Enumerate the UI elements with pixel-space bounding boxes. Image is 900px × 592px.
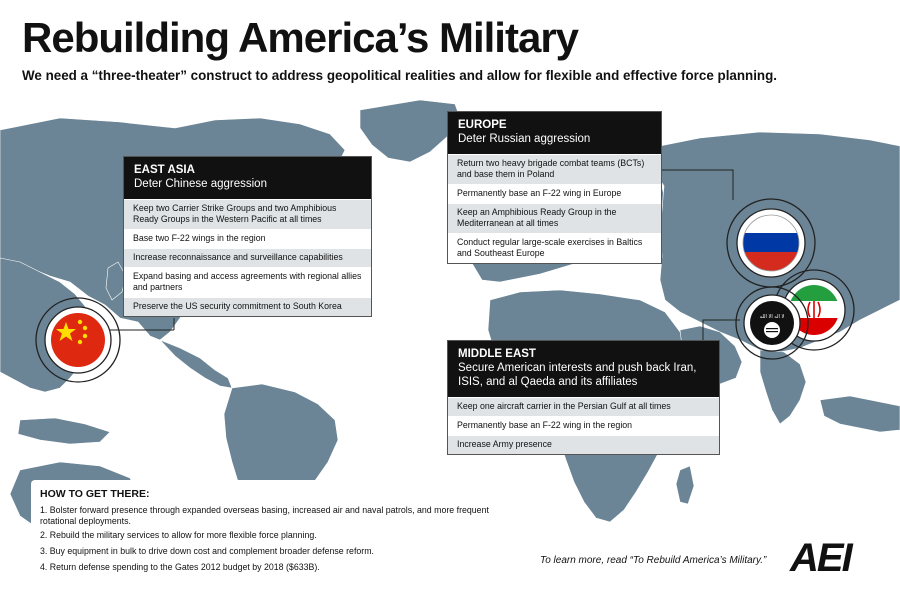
aei-logo: AEI — [790, 536, 851, 580]
russia-flag-icon — [727, 199, 815, 287]
east-asia-header — [124, 157, 371, 199]
europe-header — [448, 112, 661, 154]
east-asia-box — [123, 156, 372, 317]
east-asia-item: Increase reconnaissance and surveillance capabilities — [124, 248, 371, 267]
middle-east-goal: Secure American interests and push back Iran, ISIS, and al Qaeda and its affiliates — [458, 362, 697, 388]
middle-east-header — [448, 341, 719, 397]
how-to-get-there-panel — [31, 480, 504, 582]
page-title: Rebuilding America’s Military — [22, 14, 579, 61]
east-asia-goal: Deter Chinese aggression — [134, 178, 267, 190]
europe-item: Permanently base an F-22 wing in Europe — [448, 184, 661, 203]
middle-east-item: Keep one aircraft carrier in the Persian Gulf at all times — [448, 397, 719, 416]
europe-item: Keep an Amphibious Ready Group in the Mediterranean at all times — [448, 203, 661, 233]
east-asia-region-name: EAST ASIA — [134, 164, 195, 176]
europe-goal: Deter Russian aggression — [458, 133, 591, 145]
page-subtitle: We need a “three-theater” construct to address geopolitical realities and allow for flexible and effective force planning. — [22, 68, 778, 83]
east-asia-item: Base two F-22 wings in the region — [124, 229, 371, 248]
middle-east-region-name: MIDDLE EAST — [458, 348, 536, 360]
europe-item: Conduct regular large-scale exercises in Baltics and Southeast Europe — [448, 233, 661, 263]
europe-box — [447, 111, 662, 264]
europe-item: Return two heavy brigade combat teams (BCTs) and base them in Poland — [448, 154, 661, 184]
how-to-heading: HOW TO GET THERE: — [40, 488, 150, 500]
middle-east-item: Increase Army presence — [448, 435, 719, 454]
china-flag-icon — [36, 298, 120, 382]
learn-more-link[interactable]: To learn more, read “To Rebuild America’s Military.” — [540, 555, 767, 566]
east-asia-item: Keep two Carrier Strike Groups and two Amphibious Ready Groups in the Western Pacific at all times — [124, 199, 371, 229]
east-asia-item: Preserve the US security commitment to South Korea — [124, 297, 371, 316]
middle-east-item: Permanently base an F-22 wing in the region — [448, 416, 719, 435]
how-to-item: 3. Buy equipment in bulk to drive down cost and complement broader defense reform. — [40, 546, 374, 556]
how-to-item: 1. Bolster forward presence through expanded overseas basing, increased air and naval patrols, and more frequent rotational deployments. — [40, 505, 489, 526]
how-to-item: 2. Rebuild the military services to allow for more flexible force planning. — [40, 530, 317, 540]
isis-flag-icon — [736, 287, 808, 359]
europe-region-name: EUROPE — [458, 119, 507, 131]
isis-flag-text: لا اله الا الله — [759, 314, 785, 320]
middle-east-box — [447, 340, 720, 455]
how-to-item: 4. Return defense spending to the Gates 2012 budget by 2018 ($633B). — [40, 562, 320, 572]
east-asia-item: Expand basing and access agreements with regional allies and partners — [124, 267, 371, 297]
